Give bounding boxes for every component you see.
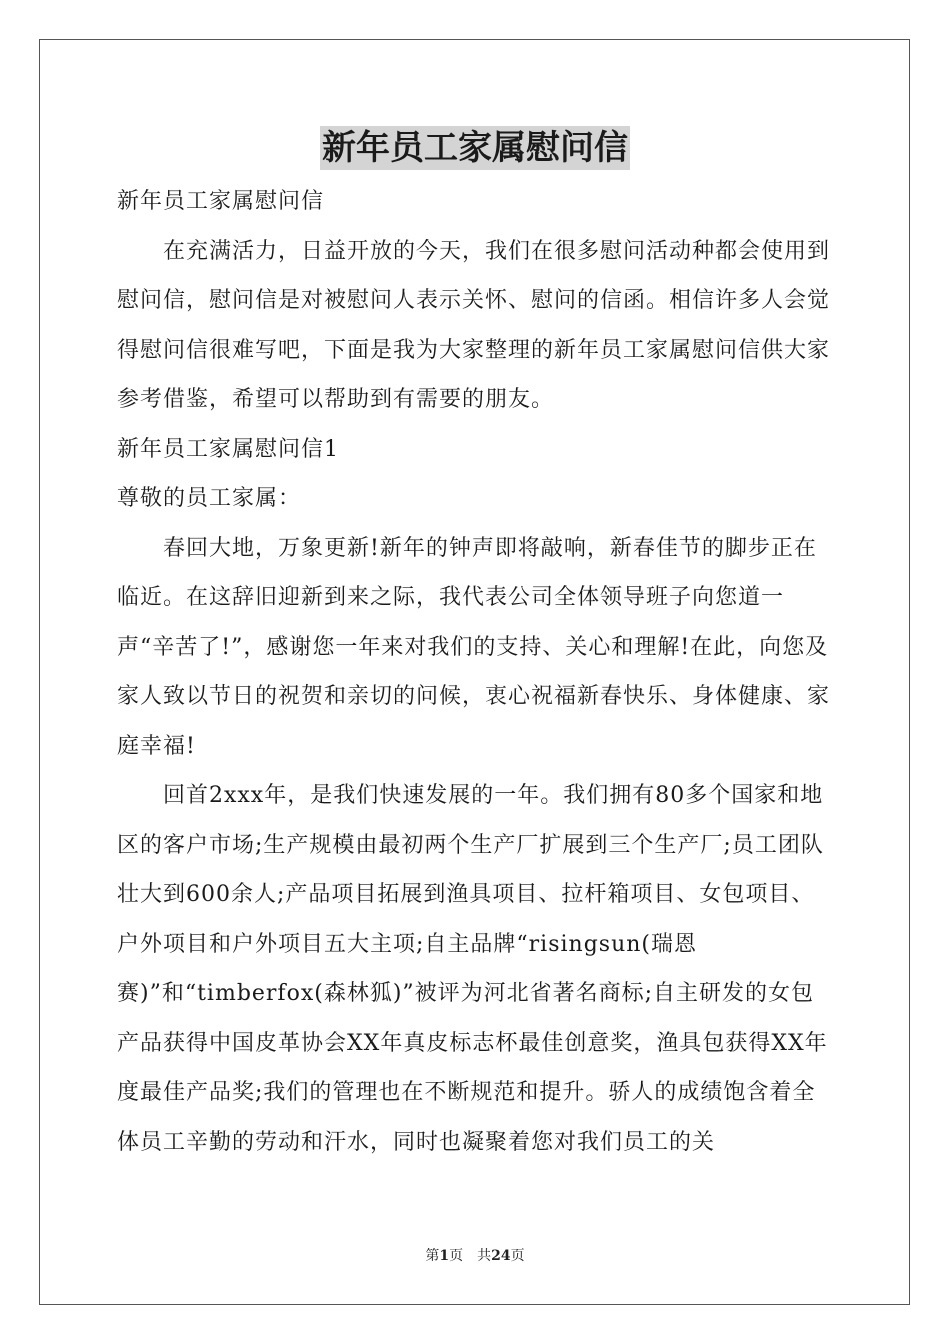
paragraph: 尊敬的员工家属：	[117, 486, 302, 511]
paragraph: 在充满活力，日益开放的今天，我们在很多慰问活动种都会使用到慰问信，慰问信是对被慰问人表示关怀、慰问的信函。相信许多人会觉得慰问信很难写吧，下面是我为大家整理的新年员工家属慰问信供大家参考借鉴，希望可以帮助到有需要的朋友。	[117, 238, 831, 412]
title-area	[0, 126, 950, 170]
page-prefix: 第	[425, 1248, 440, 1264]
paragraph: 回首2xxx年，是我们快速发展的一年。我们拥有80多个国家和地区的客户市场;生产规模由最初两个生产厂扩展到三个生产厂;员工团队壮大到600余人;产品项目拓展到渔具项目、拉杆箱项目、女包项目、户外项目和户外项目五大主项;自主品牌“risingsun(瑞恩赛)”和“timberfox(森林狐)”被评为河北省著名商标;自主研发的女包产品获得中国皮革协会XX年真皮标志杯最佳创意奖，渔具包获得XX年度最佳产品奖;我们的管理也在不断规范和提升。骄人的成绩饱含着全体员工辛勤的劳动和汗水，同时也凝聚着您对我们员工的关	[117, 783, 828, 1155]
document-title: 新年员工家属慰问信	[322, 128, 628, 168]
page-suffix: 页	[449, 1248, 464, 1264]
total-suffix: 页	[510, 1248, 525, 1264]
total-prefix: 共	[477, 1248, 492, 1264]
document-body	[117, 177, 833, 1167]
paragraph: 春回大地，万象更新!新年的钟声即将敲响，新春佳节的脚步正在临近。在这辞旧迎新到来之际，我代表公司全体领导班子向您道一声“辛苦了!”，感谢您一年来对我们的支持、关心和理解!在此，向您及家人致以节日的祝贺和亲切的问候，衷心祝福新春快乐、身体健康、家庭幸福!	[117, 535, 831, 759]
paragraph: 新年员工家属慰问信	[117, 189, 325, 214]
total-pages: 24	[491, 1248, 511, 1264]
paragraph: 新年员工家属慰问信1	[117, 436, 339, 462]
page-number: 1	[439, 1248, 450, 1264]
page-footer	[0, 1246, 950, 1266]
